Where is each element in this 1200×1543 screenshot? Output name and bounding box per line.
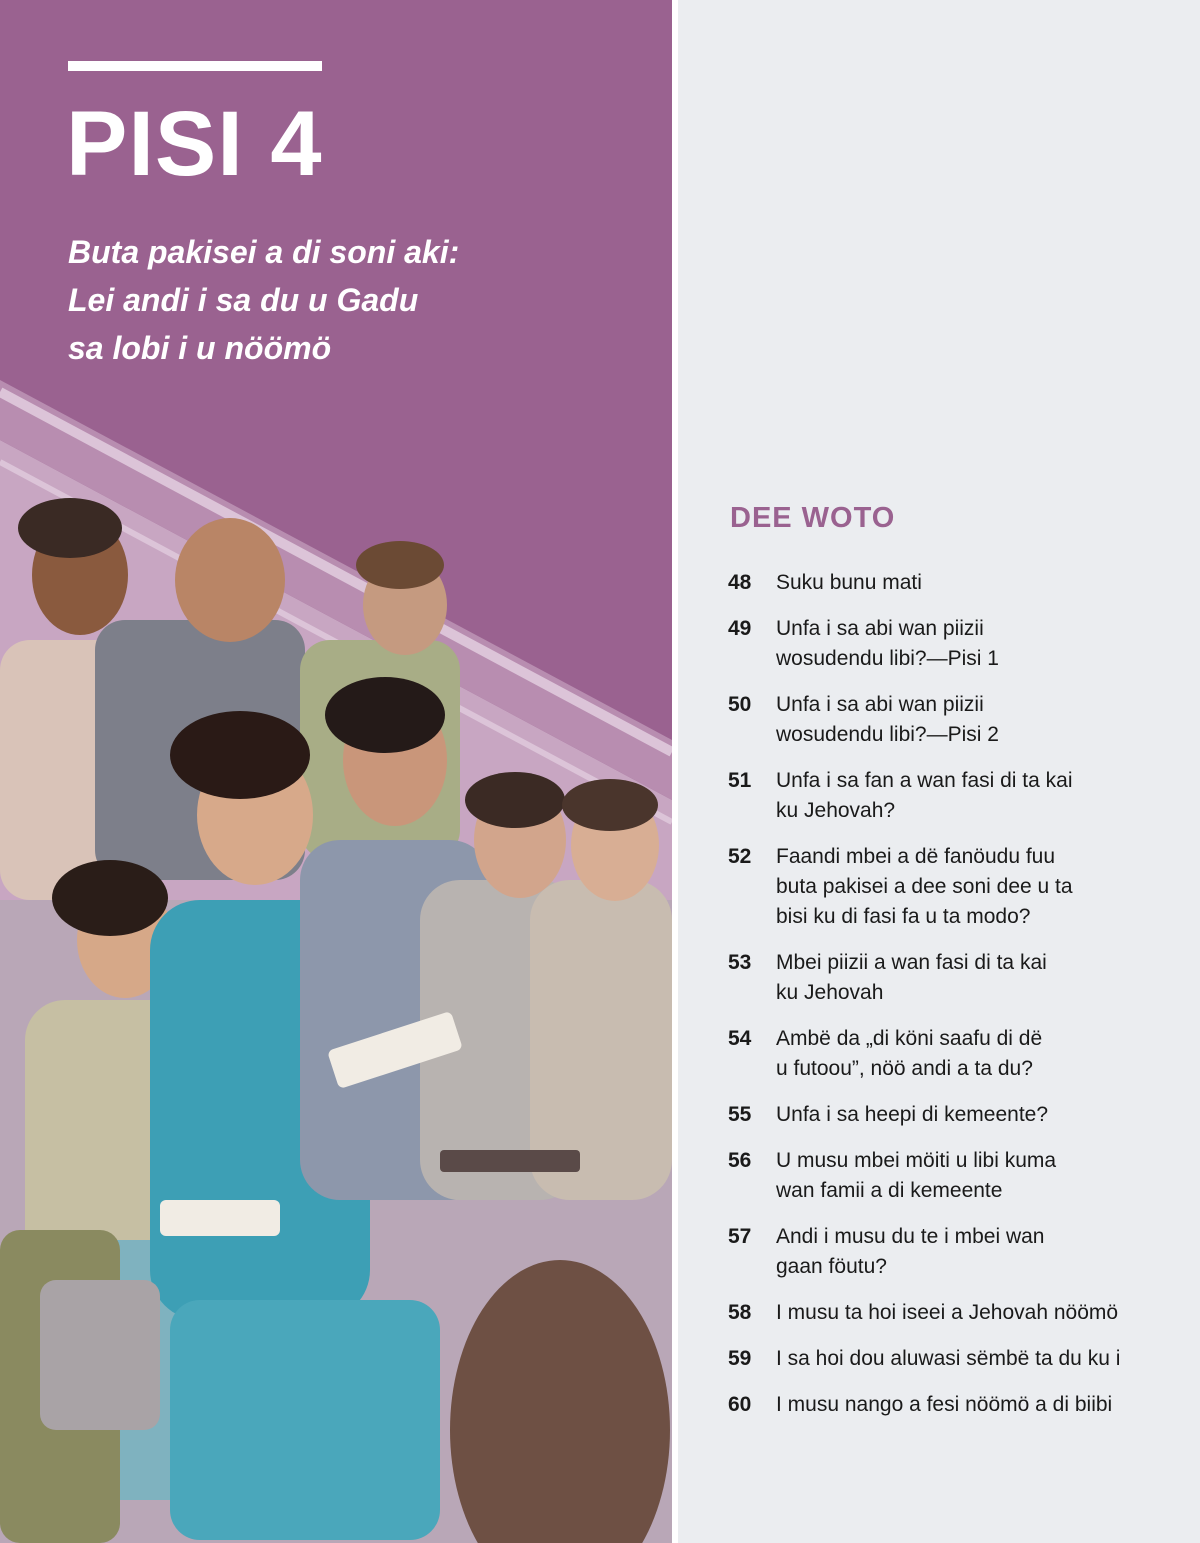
toc-number: 55: [728, 1103, 752, 1126]
title-rule: [68, 61, 322, 71]
toc-title-line: ku Jehovah?: [776, 799, 896, 822]
toc-title-line: Suku bunu mati: [776, 571, 922, 594]
toc-title: [776, 568, 922, 598]
toc-number: 53: [728, 951, 752, 974]
toc-title-line: buta pakisei a dee soni dee u ta: [776, 875, 1073, 898]
toc-title-line: Unfa i sa abi wan piizii: [776, 617, 984, 640]
toc-title: [776, 1344, 1120, 1374]
subtitle-line: Lei andi i sa du u Gadu: [68, 282, 419, 318]
toc-title: [776, 690, 999, 750]
toc-number: 52: [728, 845, 752, 868]
toc-entry-54[interactable]: [728, 1024, 1188, 1084]
toc-entry-49[interactable]: [728, 614, 1188, 674]
toc-title: [776, 1146, 1056, 1206]
contents-panel: [678, 0, 1200, 1543]
toc-title: [776, 1024, 1042, 1084]
toc-title-line: wan famii a di kemeente: [776, 1179, 1003, 1202]
toc-title-line: Unfa i sa heepi di kemeente?: [776, 1103, 1049, 1126]
toc-number: 49: [728, 617, 752, 640]
toc-entry-57[interactable]: [728, 1222, 1188, 1282]
toc-number: 50: [728, 693, 752, 716]
toc-title-line: Ambë da „di köni saafu di dë: [776, 1027, 1043, 1050]
toc-title: [776, 1222, 1044, 1282]
toc-title: [776, 842, 1073, 932]
toc-number: 51: [728, 769, 752, 792]
toc-title: [776, 614, 999, 674]
toc-title: [776, 1100, 1048, 1130]
toc-entry-51[interactable]: [728, 766, 1188, 826]
toc-entry-48[interactable]: [728, 568, 1188, 598]
toc-title-line: Unfa i sa abi wan piizii: [776, 693, 984, 716]
toc-title-line: I sa hoi dou aluwasi sëmbë ta du ku i: [776, 1347, 1121, 1370]
toc-title-line: wosudendu libi?—Pisi 2: [776, 723, 999, 746]
toc-title-line: u futoou”, nöö andi a ta du?: [776, 1057, 1033, 1080]
subtitle-line: sa lobi i u nöömö: [68, 330, 332, 366]
toc-number: 60: [728, 1393, 752, 1416]
toc-title-line: U musu mbei möiti u libi kuma: [776, 1149, 1057, 1172]
toc-entry-52[interactable]: [728, 842, 1188, 932]
toc-title-line: gaan föutu?: [776, 1255, 887, 1278]
toc-entry-59[interactable]: [728, 1344, 1188, 1374]
toc-title-line: I musu ta hoi iseei a Jehovah nöömö: [776, 1301, 1119, 1324]
toc-number: 57: [728, 1225, 752, 1248]
toc-title-line: Mbei piizii a wan fasi di ta kai: [776, 951, 1047, 974]
toc-entry-60[interactable]: [728, 1390, 1188, 1420]
toc-entry-56[interactable]: [728, 1146, 1188, 1206]
toc-title: [776, 1390, 1112, 1420]
table-of-contents: [728, 568, 1188, 1436]
toc-entry-55[interactable]: [728, 1100, 1188, 1130]
toc-title-line: Andi i musu du te i mbei wan: [776, 1225, 1045, 1248]
part-subtitle: [68, 228, 628, 372]
toc-title-line: ku Jehovah: [776, 981, 884, 1004]
toc-title-line: bisi ku di fasi fa u ta modo?: [776, 905, 1031, 928]
congregation-illustration: [0, 380, 672, 1543]
contents-heading: DEE WOTO: [730, 502, 896, 534]
toc-title-line: I musu nango a fesi nöömö a di biibi: [776, 1393, 1113, 1416]
toc-number: 54: [728, 1027, 752, 1050]
toc-title: [776, 948, 1047, 1008]
part-title: PISI 4: [66, 93, 323, 195]
toc-entry-50[interactable]: [728, 690, 1188, 750]
toc-title-line: wosudendu libi?—Pisi 1: [776, 647, 999, 670]
subtitle-line: Buta pakisei a di soni aki:: [68, 234, 460, 270]
toc-number: 58: [728, 1301, 752, 1324]
toc-entry-53[interactable]: [728, 948, 1188, 1008]
toc-title: [776, 1298, 1118, 1328]
toc-number: 48: [728, 571, 752, 594]
toc-number: 56: [728, 1149, 752, 1172]
toc-entry-58[interactable]: [728, 1298, 1188, 1328]
toc-title: [776, 766, 1073, 826]
toc-title-line: Faandi mbei a dë fanöudu fuu: [776, 845, 1056, 868]
toc-number: 59: [728, 1347, 752, 1370]
toc-title-line: Unfa i sa fan a wan fasi di ta kai: [776, 769, 1073, 792]
